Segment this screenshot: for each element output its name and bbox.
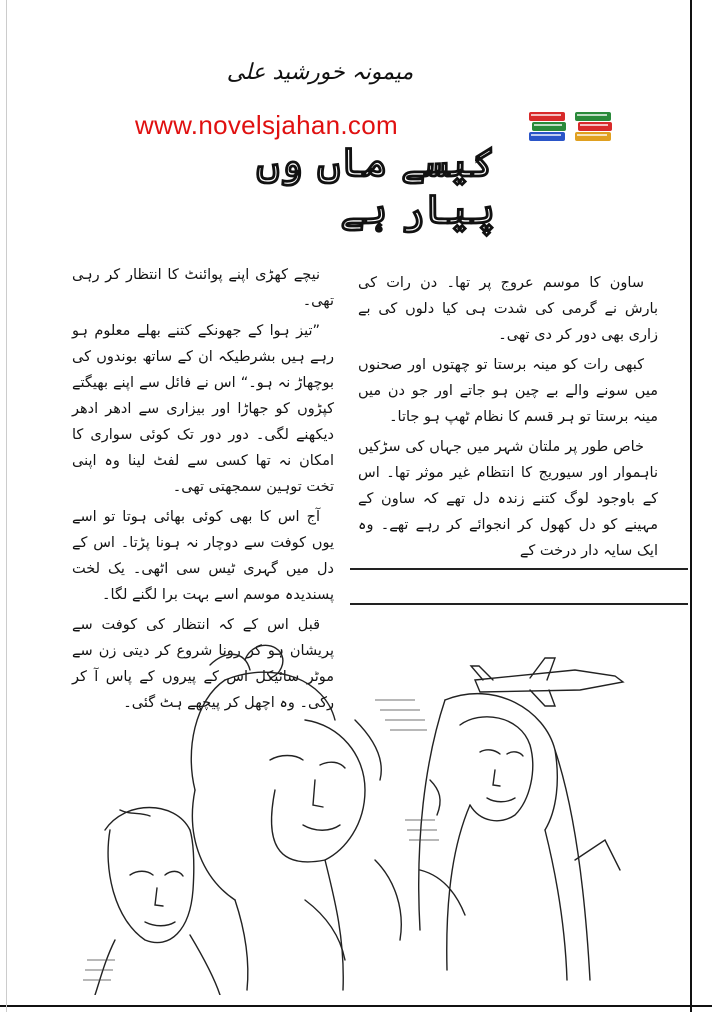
paragraph: آج اس کا بھی کوئی بھائی ہوتا تو اسے یوں کوفت سے دوچار نہ ہونا پڑتا۔ اس کے دل میں گہری ٹیس سی اٹھی۔ یک لخت پسندیدہ موسم اسے بہت برا لگنے لگا۔ — [72, 509, 334, 603]
page-border-left — [6, 0, 7, 1012]
page-border-right — [690, 0, 692, 1012]
paragraph: قبل اس کے کہ انتظار کی کوفت سے پریشان ہو کر رونا شروع کر دیتی زن سے موٹر سائیکل اس کے پیروں کے پاس آ کر رکی۔ وہ اچھل کر پیچھے ہٹ گئی۔ — [72, 617, 334, 711]
books-stack-icon — [527, 110, 617, 146]
paragraph: کبھی رات کو مینہ برستا تو چھتوں اور صحنوں میں سونے والے بے چین ہو جاتے اور جو دن میں مینہ برستا تو ہر قسم کا نظام ٹھپ ہو جاتا۔ — [358, 357, 658, 425]
watermark-url[interactable]: www.novelsjahan.com — [135, 110, 398, 140]
text-column-right — [358, 270, 658, 568]
paragraph: ساون کا موسم عروج پر تھا۔ دن رات کی بارش نے گرمی کی شدت ہی کیا دلوں کی بے زاری بھی دور کر دی تھی۔ — [358, 275, 658, 343]
books-stack-icon — [575, 112, 612, 141]
line-art-illustration — [75, 640, 635, 995]
story-title-text: کیسے ماں وں پیار ہے — [256, 139, 495, 233]
page-border-bottom — [0, 1005, 712, 1007]
books-stack-icon — [529, 112, 566, 141]
paragraph: خاص طور پر ملتان شہر میں جہاں کی سڑکیں ناہموار اور سیوریج کا انتظام غیر موثر تھا۔ اس کے باوجود لوگ کتنے زندہ دل تھے کہ ساون کے مہینے کو دل کھول کر انجوائے کر رہے تھے۔ وہ ایک سایہ دار درخت کے — [358, 439, 658, 559]
paragraph: ”تیز ہوا کے جھونکے کتنے بھلے معلوم ہو رہے ہیں بشرطیکہ ان کے ساتھ بوندوں کی بوچھاڑ نہ ہو۔“ اس نے فائل سے اپنے بھیگتے کپڑوں کو جھاڑا اور بیزاری سے ادھر ادھر دیکھنے لگی۔ دور دور تک کوئی سواری کا امکان نہ تھا کسی سے لفٹ لینا وہ اپنی تخت توہین سمجھتی تھی۔ — [72, 323, 334, 495]
paragraph: نیچے کھڑی اپنے پوائنٹ کا انتظار کر رہی تھی۔ — [72, 267, 334, 309]
story-title — [215, 139, 495, 233]
divider-line — [350, 568, 688, 570]
author-name: میمونہ خورشید علی — [226, 60, 414, 85]
divider-line — [350, 603, 688, 605]
